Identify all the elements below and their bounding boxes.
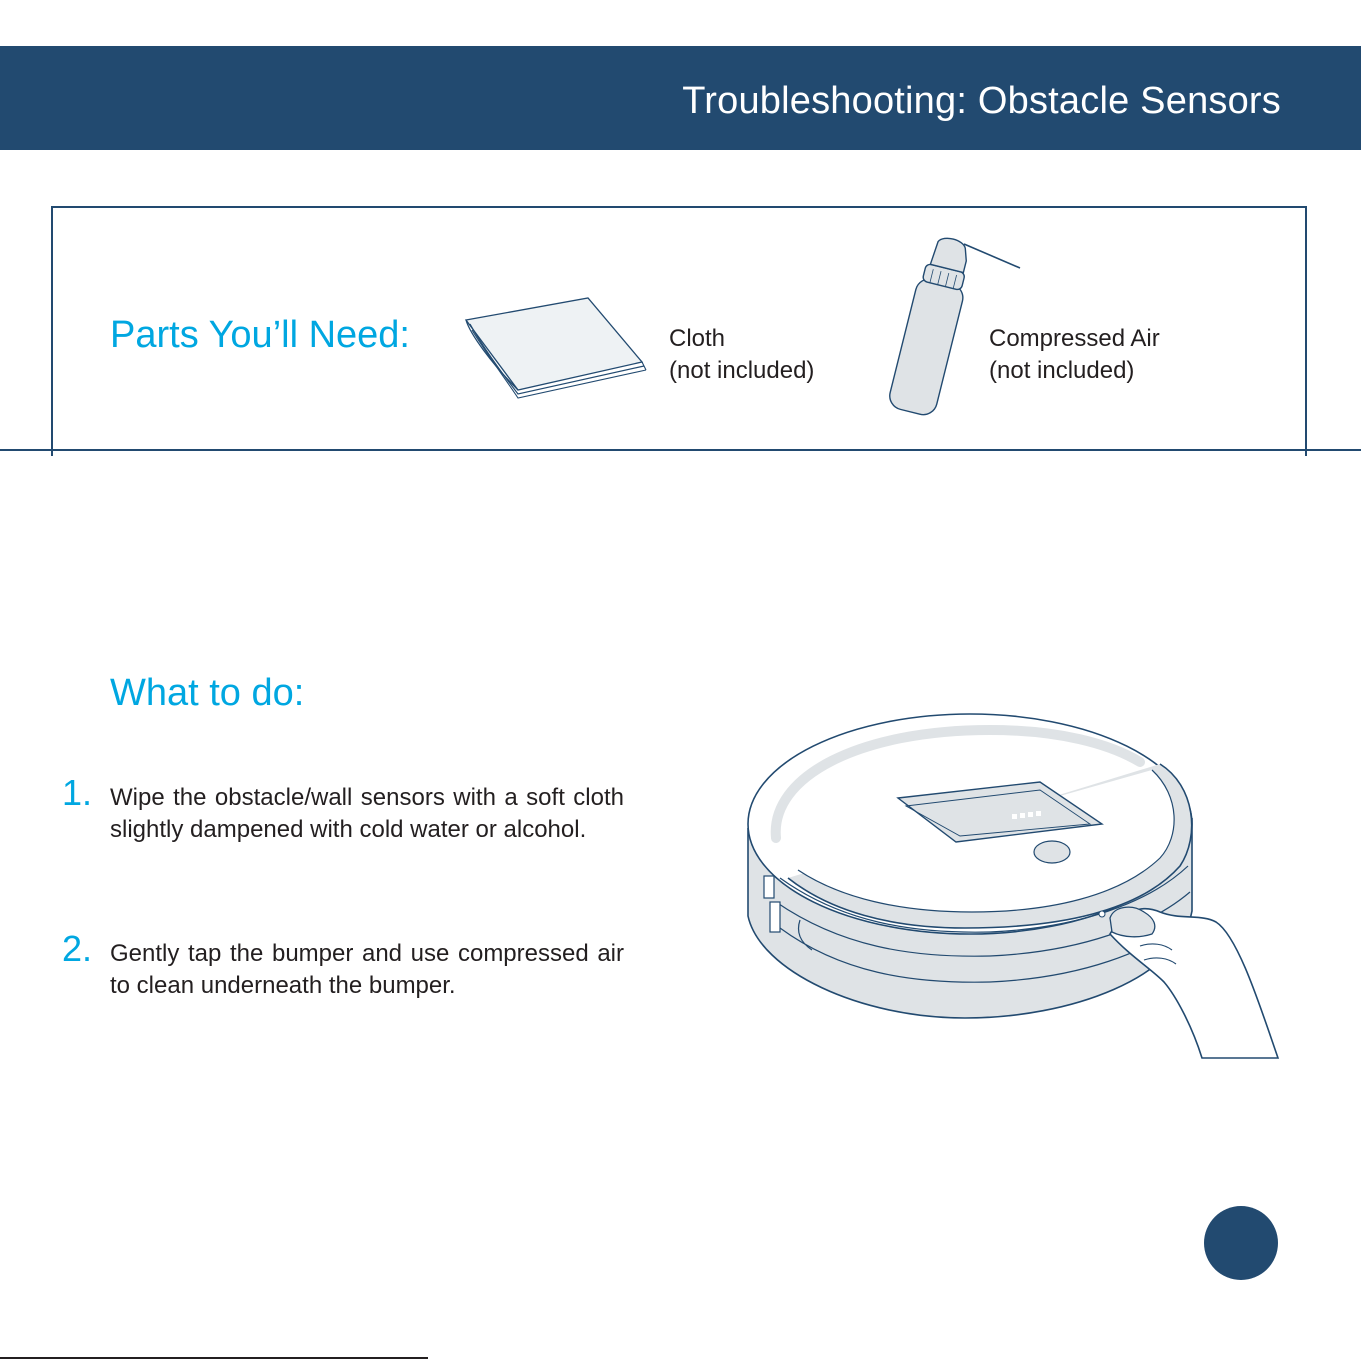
cloth-icon — [462, 294, 652, 400]
part-compressed-air-note: (not included) — [989, 357, 1135, 384]
part-cloth-name: Cloth — [669, 325, 726, 352]
part-cloth-note: (not included) — [669, 357, 815, 384]
part-compressed-air-name: Compressed Air — [989, 325, 1160, 352]
robot-vacuum-cleaning-icon — [740, 706, 1285, 1066]
instructions-heading: What to do: — [110, 672, 305, 714]
parts-heading: Parts You’ll Need: — [110, 314, 410, 356]
step-text: Wipe the obstacle/wall sensors with a soft cloth slightly dampened with cold water or alcohol. — [110, 784, 624, 843]
part-cloth-label — [669, 323, 814, 387]
footer-rule — [0, 1357, 428, 1359]
parts-panel-divider — [0, 449, 1361, 451]
page-number-badge — [1204, 1206, 1278, 1280]
step-number: 1. — [62, 772, 93, 813]
page-title: Troubleshooting: Obstacle Sensors — [682, 80, 1281, 122]
step-number: 2. — [62, 928, 93, 969]
step-text: Gently tap the bumper and use compressed air to clean underneath the bumper. — [110, 940, 624, 999]
part-compressed-air-label — [989, 323, 1160, 387]
